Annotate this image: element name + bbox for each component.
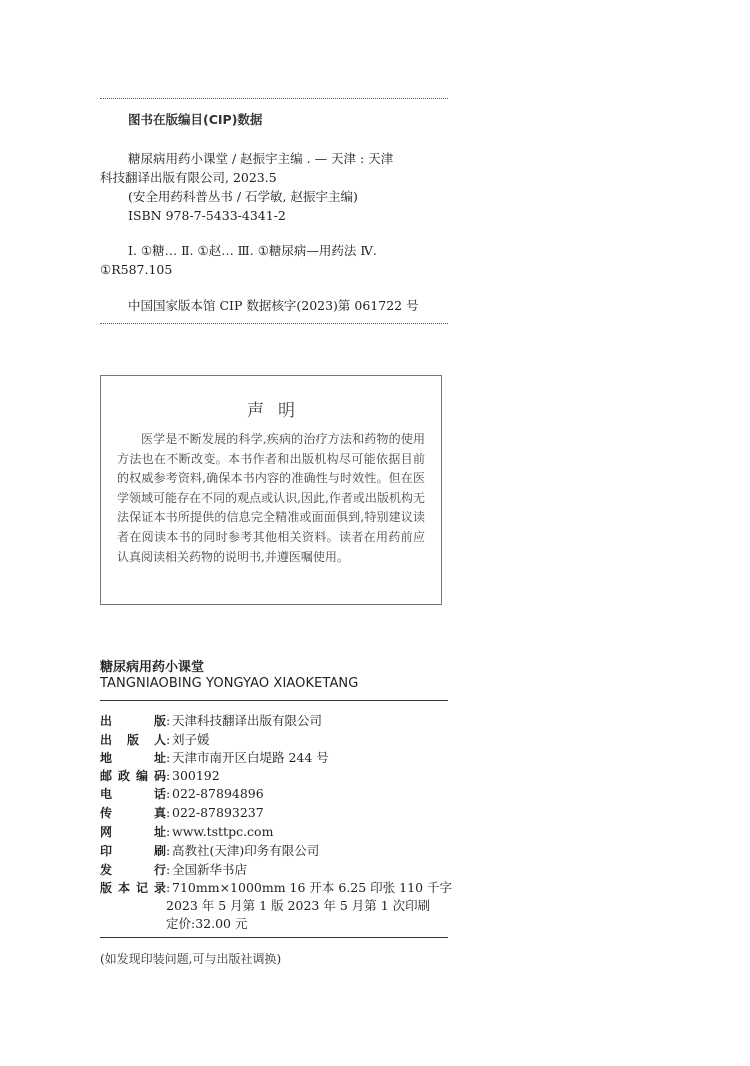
publication-row-label: 印刷 — [100, 844, 166, 859]
publication-row-colon: : — [166, 843, 171, 859]
publication-row-colon: : — [166, 823, 171, 839]
publication-bottom-rule — [100, 937, 448, 938]
publication-row-colon: : — [166, 880, 171, 896]
cip-line-class-number: ①R587.105 — [100, 262, 173, 277]
publication-row-colon: : — [166, 767, 171, 783]
statement-title: 声明 — [247, 401, 309, 421]
publication-top-rule — [100, 700, 448, 701]
publication-row-label: 邮政编码 — [100, 768, 166, 783]
cip-top-divider — [100, 98, 448, 99]
cip-line-title: 糖尿病用药小课堂 / 赵振宇主编 . — 天津 : 天津 — [128, 151, 394, 166]
cip-line-record-number: 中国国家版本馆 CIP 数据核字(2023)第 061722 号 — [128, 298, 419, 313]
publication-row-label: 发行 — [100, 862, 166, 877]
publication-row-value: 710mm×1000mm 16 开本 6.25 印张 110 千字 — [172, 880, 452, 896]
publication-row — [100, 878, 452, 896]
publication-row-value: 全国新华书店 — [172, 861, 248, 877]
publication-row — [100, 767, 220, 785]
cip-line-classification: Ⅰ. ①糖… Ⅱ. ①赵… Ⅲ. ①糖尿病—用药法 Ⅳ. — [128, 243, 377, 258]
publication-row — [100, 860, 247, 878]
publication-row-label: 电话 — [100, 787, 166, 802]
cip-heading: 图书在版编目(CIP)数据 — [128, 112, 263, 127]
publication-row-value: 300192 — [172, 767, 220, 783]
publication-row — [100, 711, 322, 729]
publication-row-colon: : — [166, 750, 171, 766]
publication-row-value: 天津科技翻译出版有限公司 — [172, 713, 323, 728]
publication-row-value: 022-87893237 — [172, 805, 264, 820]
statement-box — [100, 375, 442, 605]
statement-text — [117, 430, 425, 567]
price: 定价:32.00 元 — [166, 916, 248, 931]
publication-row — [100, 841, 319, 859]
publication-row — [100, 804, 264, 822]
cip-line-publisher: 科技翻译出版有限公司, 2023.5 — [100, 170, 277, 185]
publication-row-colon: : — [166, 731, 171, 747]
publication-row-value: 高教社(天津)印务有限公司 — [172, 843, 320, 859]
cip-line-isbn: ISBN 978-7-5433-4341-2 — [128, 208, 286, 223]
publication-row-label: 版本记录 — [100, 881, 166, 896]
publication-row-colon: : — [166, 713, 171, 728]
publication-row-label: 地址 — [100, 751, 166, 766]
cip-bottom-divider — [100, 323, 448, 324]
publication-row-colon: : — [166, 861, 171, 877]
publication-row-value: 022-87894896 — [172, 786, 264, 802]
publication-row-colon: : — [166, 805, 171, 820]
publication-row-value: 刘子媛 — [172, 731, 210, 747]
publication-row-label: 传真 — [100, 806, 166, 820]
statement-paragraph: 医学是不断发展的科学,疾病的治疗方法和药物的使用方法也在不断改变。本书作者和出版机构尽可能依据目前的权威参考资料,确保本书内容的准确性与时效性。但在医学领域可能存在不同的观点或认识,因此,作者或出版机构无法保证本书所提供的信息完全精准或面面俱到,特别建议读者在阅读本书的同时参考其他相关资料。读者在用药前应认真阅读相关药物的说明书,并遵医嘱使用。 — [117, 432, 425, 564]
book-title-pinyin: TANGNIAOBING YONGYAO XIAOKETANG — [100, 676, 359, 691]
book-title-chinese: 糖尿病用药小课堂 — [100, 660, 205, 675]
publication-row — [100, 730, 210, 748]
publication-row-value: 天津市南开区白堤路 244 号 — [172, 750, 329, 766]
publication-row-colon: : — [166, 786, 171, 802]
publication-row-value[interactable]: www.tsttpc.com — [172, 823, 274, 839]
printing-issue-note: (如发现印装问题,可与出版社调换) — [100, 952, 282, 966]
publication-row — [100, 785, 264, 803]
publication-row — [100, 748, 329, 766]
cip-line-series: (安全用药科普丛书 / 石学敏, 赵振宇主编) — [128, 189, 358, 204]
publication-row — [100, 823, 273, 841]
publication-row-label: 网址 — [100, 824, 166, 839]
publication-row-label: 出版人 — [100, 732, 166, 747]
edition-line: 2023 年 5 月第 1 版 2023 年 5 月第 1 次印刷 — [166, 898, 431, 913]
publication-row-label: 出版 — [100, 714, 166, 728]
